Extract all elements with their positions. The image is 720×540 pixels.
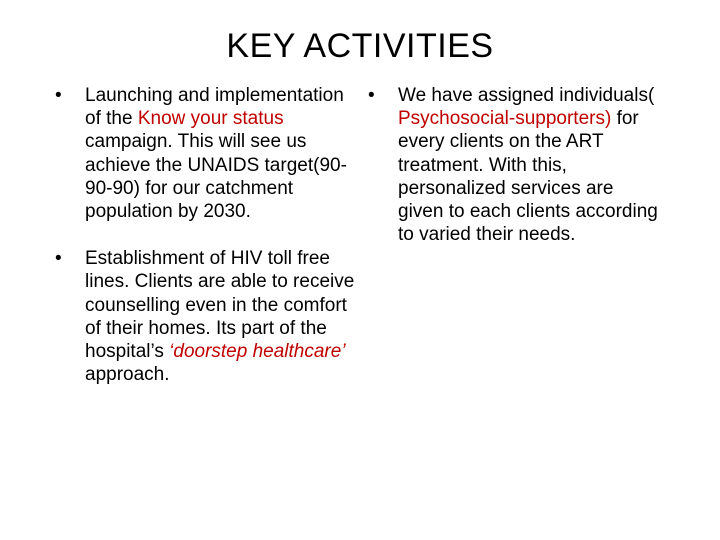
bullet-know-your-status: [55, 84, 355, 223]
bullet-icon: •: [55, 248, 62, 270]
bullet-toll-free-lines: [55, 247, 355, 386]
bullet-highlight: ‘doorstep healthcare’: [169, 341, 346, 363]
right-column: [368, 84, 660, 246]
bullet-icon: •: [368, 85, 375, 106]
bullet-text: Establishment of HIV toll free lines. Clients are able to receive counselling even in the comfort of their homes. Its part of the hospital’s: [85, 248, 355, 363]
bullet-text: We have assigned individuals(: [398, 85, 655, 106]
bullet-highlight: Psychosocial-supporters): [398, 108, 612, 130]
bullet-icon: •: [55, 85, 62, 106]
bullet-highlight: Know your status: [137, 108, 284, 130]
bullet-text: campaign. This will see us achieve the UNAIDS target(90-90-90) for our catchment population by 2030.: [85, 131, 347, 223]
left-column: [55, 84, 355, 386]
bullet-text: for every clients on the ART treatment. With this, personalized services are given to each clients according to varied their needs.: [398, 108, 658, 246]
bullet-text: approach.: [85, 364, 170, 386]
bullet-psychosocial-supporters: [368, 84, 660, 246]
bullet-text: Launching and implementation of the: [85, 85, 344, 130]
slide-title: KEY ACTIVITIES: [226, 27, 494, 65]
